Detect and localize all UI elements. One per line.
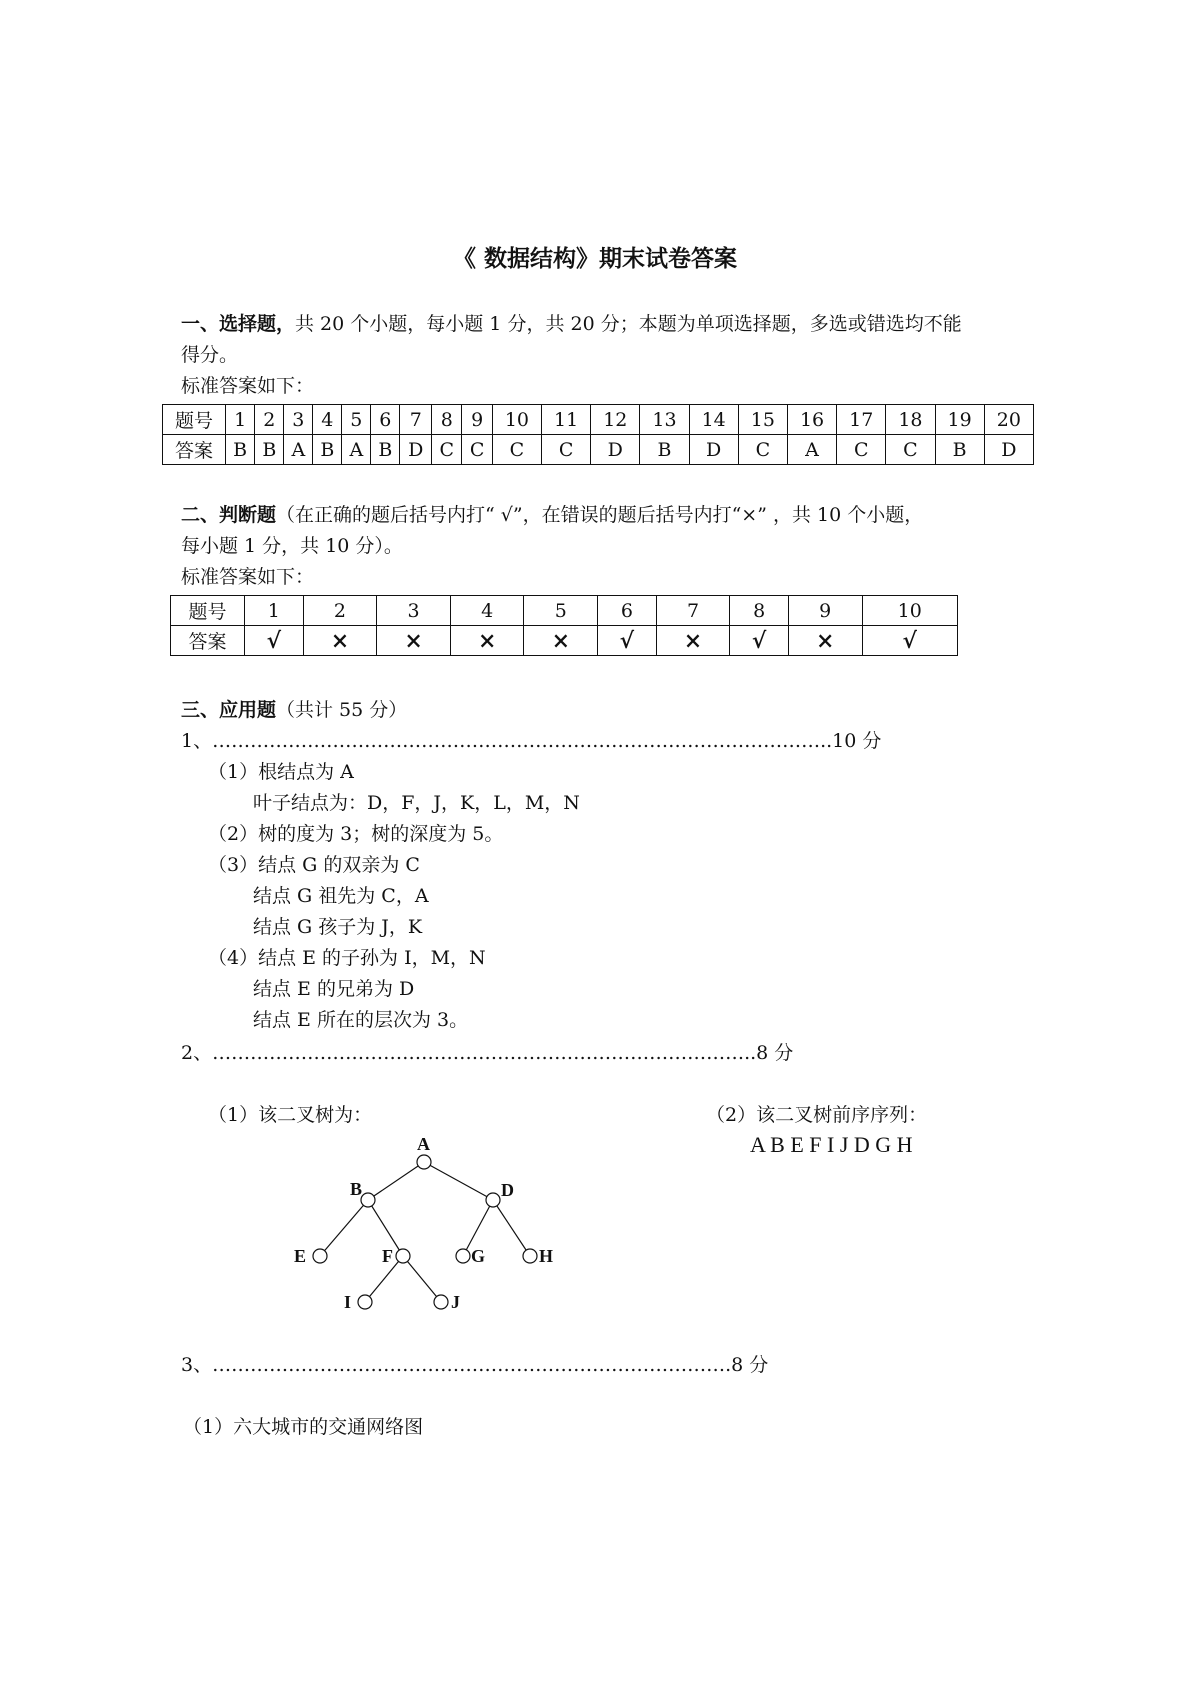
tree-node-e [313, 1249, 327, 1263]
edge-a-d [424, 1162, 493, 1200]
choice-answer-table [162, 404, 1034, 465]
row-label: 答案 [171, 626, 245, 656]
answer-cell: C [738, 435, 787, 465]
answer-cell: C [886, 435, 935, 465]
answer-cell: A [342, 435, 371, 465]
q1-answer-2: （2）树的度为 3；树的深度为 5。 [208, 823, 504, 845]
question-number-cell: 20 [984, 405, 1033, 435]
answer-cell: × [450, 626, 524, 656]
question-number-cell: 3 [284, 405, 313, 435]
question-number-cell: 7 [656, 596, 730, 626]
edge-a-b [368, 1162, 424, 1200]
answer-cell: B [935, 435, 984, 465]
sec3-title-line: 三、应用题（共计 55 分） [181, 699, 408, 721]
answer-cell: B [371, 435, 400, 465]
question-number-cell: 5 [342, 405, 371, 435]
q2-part2-label: （2）该二叉树前序序列： [706, 1104, 928, 1126]
question-number-cell: 6 [598, 596, 657, 626]
question-number-cell: 14 [689, 405, 738, 435]
edge-f-j [403, 1256, 441, 1302]
q1-answer-4: （4）结点 E 的子孙为 I，M，N [208, 947, 486, 969]
answer-cell: √ [598, 626, 657, 656]
q1-answer-3: （3）结点 G 的双亲为 C [208, 854, 420, 876]
sec1-std-label: 标准答案如下： [181, 375, 315, 397]
q1-score-line: 1、……………………………………………………………………………………..10 分 [181, 730, 882, 752]
answer-cell: B [255, 435, 284, 465]
answer-cell: D [984, 435, 1033, 465]
tree-node-i [358, 1295, 372, 1309]
answer-cell: B [313, 435, 342, 465]
judge-number-row [171, 596, 958, 626]
answer-cell: √ [245, 626, 304, 656]
answer-cell: × [788, 626, 862, 656]
question-number-cell: 1 [245, 596, 304, 626]
tree-node-g [456, 1249, 470, 1263]
answer-cell: C [542, 435, 591, 465]
question-number-cell: 5 [524, 596, 598, 626]
sec2-desc-line1: 二、判断题（在正确的题后括号内打“ √”，在错误的题后括号内打“×” ，共 10 个小题， [181, 504, 924, 526]
answer-cell: D [591, 435, 640, 465]
tree-label-f: F [382, 1246, 393, 1266]
question-number-cell: 7 [400, 405, 432, 435]
row-label: 题号 [171, 596, 245, 626]
answer-cell: √ [730, 626, 789, 656]
sec2-heading: 二、判断题 [181, 504, 277, 526]
tree-label-i: I [344, 1292, 352, 1312]
question-number-cell: 8 [730, 596, 789, 626]
answer-cell: A [284, 435, 313, 465]
question-number-cell: 18 [886, 405, 935, 435]
tree-node-b [361, 1193, 375, 1207]
tree-label-e: E [294, 1246, 307, 1266]
answer-cell: C [492, 435, 541, 465]
tree-node-d [486, 1193, 500, 1207]
tree-node-j [434, 1295, 448, 1309]
answer-cell: × [524, 626, 598, 656]
tree-label-j: J [451, 1292, 460, 1312]
tree-label-h: H [539, 1246, 554, 1266]
q3-part1-label: （1）六大城市的交通网络图 [183, 1416, 424, 1438]
judge-answer-table [170, 595, 958, 656]
answer-cell: √ [862, 626, 957, 656]
question-number-cell: 6 [371, 405, 400, 435]
answer-cell: C [432, 435, 462, 465]
answer-cell: × [656, 626, 730, 656]
question-number-cell: 1 [226, 405, 255, 435]
sec1-heading: 一、选择题， [181, 313, 296, 335]
question-number-cell: 13 [640, 405, 689, 435]
preorder-sequence: A B E F I J D G H [750, 1132, 913, 1157]
answer-cell: B [640, 435, 689, 465]
answer-cell: D [689, 435, 738, 465]
choice-answer-row [163, 435, 1034, 465]
sec1-desc-line2: 得分。 [181, 344, 239, 366]
question-number-cell: 2 [303, 596, 377, 626]
question-number-cell: 15 [738, 405, 787, 435]
q3-score-line: 3、……………………………………………………………………….8 分 [181, 1354, 769, 1376]
question-number-cell: 4 [450, 596, 524, 626]
row-label: 答案 [163, 435, 226, 465]
row-label: 题号 [163, 405, 226, 435]
q1-answer-3b: 结点 G 祖先为 C，A [253, 885, 429, 907]
q1-answer-1b: 叶子结点为：D，F，J，K，L，M，N [253, 792, 580, 814]
answer-cell: × [377, 626, 451, 656]
tree-node-f [396, 1249, 410, 1263]
question-number-cell: 17 [837, 405, 886, 435]
tree-label-d: D [501, 1180, 514, 1200]
question-number-cell: 19 [935, 405, 984, 435]
question-number-cell: 12 [591, 405, 640, 435]
question-number-cell: 9 [788, 596, 862, 626]
answer-cell: A [787, 435, 836, 465]
sec2-std-label: 标准答案如下： [181, 566, 315, 588]
q2-part1-label: （1）该二叉树为： [208, 1104, 373, 1126]
question-number-cell: 10 [492, 405, 541, 435]
answer-cell: C [837, 435, 886, 465]
page-title: 《 数据结构》期末试卷答案 [452, 245, 737, 272]
tree-label-a: A [417, 1134, 430, 1154]
question-number-cell: 10 [862, 596, 957, 626]
q2-score-line: 2、…………………………………………………………………………..8 分 [181, 1042, 794, 1064]
sec3-heading: 三、应用题 [181, 699, 277, 721]
question-number-cell: 3 [377, 596, 451, 626]
tree-label-g: G [471, 1246, 486, 1266]
edge-b-e [320, 1200, 368, 1256]
question-number-cell: 16 [787, 405, 836, 435]
binary-tree-diagram [280, 1130, 580, 1320]
sec2-desc-line2: 每小题 1 分，共 10 分）。 [181, 535, 403, 557]
tree-node-a [417, 1155, 431, 1169]
judge-answer-row [171, 626, 958, 656]
sec1-desc-line1: 一、选择题，共 20 个小题，每小题 1 分，共 20 分；本题为单项选择题，多选或错选均不能 [181, 313, 962, 335]
tree-node-h [523, 1249, 537, 1263]
tree-label-b: B [350, 1179, 363, 1199]
question-number-cell: 9 [462, 405, 492, 435]
answer-cell: C [462, 435, 492, 465]
question-number-cell: 4 [313, 405, 342, 435]
choice-number-row [163, 405, 1034, 435]
q1-answer-4c: 结点 E 所在的层次为 3。 [253, 1009, 469, 1031]
q1-answer-1: （1）根结点为 A [208, 761, 354, 783]
answer-cell: × [303, 626, 377, 656]
answer-cell: D [400, 435, 432, 465]
question-number-cell: 8 [432, 405, 462, 435]
edge-d-h [493, 1200, 530, 1256]
question-number-cell: 2 [255, 405, 284, 435]
question-number-cell: 11 [542, 405, 591, 435]
q1-answer-4b: 结点 E 的兄弟为 D [253, 978, 415, 1000]
q1-answer-3c: 结点 G 孩子为 J，K [253, 916, 423, 938]
answer-cell: B [226, 435, 255, 465]
